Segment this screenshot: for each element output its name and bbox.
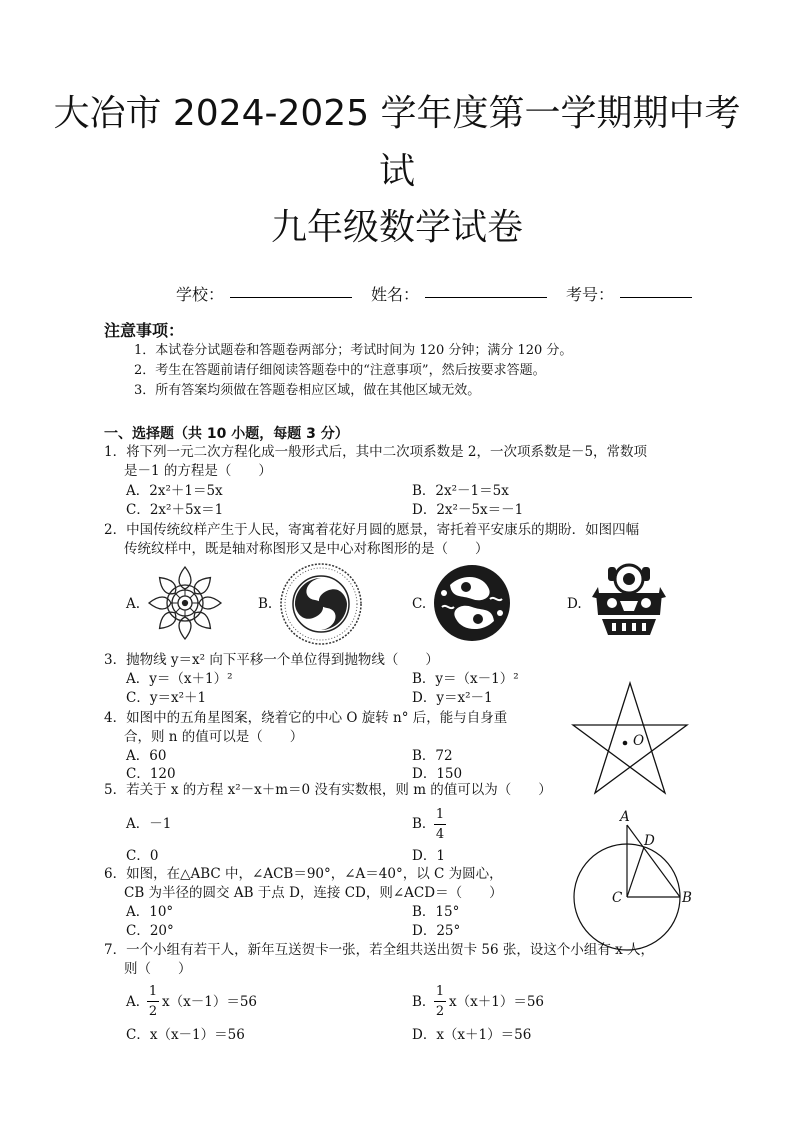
q7-option-a-prefix: A． [126,994,150,1010]
q7-option-b-expression: x（x＋1）＝56 [449,994,544,1010]
pattern-d-ornament-image [590,563,668,643]
question-2-stem: 2．中国传统纹样产生于人民，寄寓着花好月圆的愿景，寄托着平安康乐的期盼．如图四幅 [104,522,640,538]
section-heading: 一、选择题（共 10 小题，每题 3 分） [104,426,349,442]
q3-option-a: A．y＝（x＋1）² [126,671,233,687]
exam-title-line1: 大冶市 2024-2025 学年度第一学期期中考 [53,93,741,134]
fraction-numerator: 1 [435,984,445,999]
q4-option-a: A．60 [126,748,167,764]
fraction-numerator: 1 [435,807,445,822]
q7-option-d: D．x（x＋1）＝56 [412,1027,532,1043]
q6-option-c: C．20° [126,923,174,939]
circle-triangle-figure [570,815,690,945]
q6-option-d: D．25° [412,923,461,939]
point-d-label: D [644,833,655,849]
q7-option-c: C．x（x－1）＝56 [126,1027,245,1043]
q5-option-d: D．1 [412,848,445,864]
fraction-numerator: 1 [148,984,158,999]
center-c-label: C [612,890,623,906]
exam-subtitle: 九年级数学试卷 [270,207,523,248]
q7-option-b-fraction [434,985,446,1018]
q3-option-c: C．y＝x²＋1 [126,690,207,706]
notice-item: 1．本试卷分试题卷和答题卷两部分；考试时间为 120 分钟；满分 120 分。 [134,343,573,358]
q2-option-b: B. [258,596,273,612]
question-1-stem-cont: 是－1 的方程是（ ） [124,463,272,479]
name-field[interactable] [425,297,547,298]
q5-option-b-fraction [434,808,446,841]
q7-option-a-expression: x（x－1）＝56 [162,994,257,1010]
question-4-stem-cont: 合，则 n 的值可以是（ ） [124,729,304,745]
q4-option-d: D．150 [412,766,463,782]
question-7-stem-cont: 则（ ） [124,961,192,977]
q1-option-c: C．2x²＋5x＝1 [126,502,224,518]
notice-item: 3．所有答案均须做在答题卷相应区域，做在其他区域无效。 [134,383,481,398]
fraction-denominator: 2 [435,1004,445,1019]
id-field[interactable] [620,297,692,298]
q6-option-b: B．15° [412,904,460,920]
vertex-b-label: B [682,890,692,906]
fraction-denominator: 4 [435,827,445,842]
q2-option-c: C. [412,596,427,612]
q5-option-c: C．0 [126,848,159,864]
q3-option-d: D．y＝x²－1 [412,690,493,706]
q5-option-a: A．－1 [126,816,172,832]
q1-option-a: A．2x²＋1＝5x [126,483,223,499]
notice-heading: 注意事项： [104,321,185,340]
q1-option-d: D．2x²－5x＝－1 [412,502,524,518]
question-5-stem: 5．若关于 x 的方程 x²－x＋m＝0 没有实数根，则 m 的值可以为（ ） [104,782,552,798]
id-label: 考号： [566,285,615,304]
q1-option-b: B．2x²－1＝5x [412,483,509,499]
question-6-stem: 6．如图，在△ABC 中，∠ACB＝90°，∠A＝40°，以 C 为圆心， [104,866,503,882]
q7-option-a-fraction [147,985,159,1018]
question-2-stem-cont: 传统纹样中，既是轴对称图形又是中心对称图形的是（ ） [124,541,489,557]
pattern-b-swirl-image [278,563,364,645]
question-7-stem: 7．一个小组有若干人，新年互送贺卡一张，若全组共送出贺卡 56 张，设这个小组有 x 人， [104,942,655,958]
question-1-stem: 1．将下列一元二次方程化成一般形式后，其中二次项系数是 2，一次项系数是－5，常数项 [104,444,648,460]
name-label: 姓名： [371,285,420,304]
q4-option-c: C．120 [126,766,176,782]
fraction-denominator: 2 [148,1004,158,1019]
q7-option-b-prefix: B． [412,994,436,1010]
notice-item: 2．考生在答题前请仔细阅读答题卷中的“注意事项”，然后按要求答题。 [134,363,546,378]
star-figure [568,680,692,804]
question-3-stem: 3．抛物线 y＝x² 向下平移一个单位得到抛物线（ ） [104,652,439,668]
question-4-stem: 4．如图中的五角星图案，绕着它的中心 O 旋转 n° 后，能与自身重 [104,710,508,726]
q3-option-b: B．y＝（x－1）² [412,671,519,687]
question-6-stem-cont: CB 为半径的圆交 AB 于点 D，连接 CD，则∠ACD＝（ ） [124,885,503,901]
q2-option-d: D. [567,596,582,612]
vertex-a-label: A [620,809,630,825]
exam-title-line2: 试 [378,151,415,192]
q6-option-a: A．10° [126,904,174,920]
school-field[interactable] [230,297,352,298]
star-center-label: O [633,733,645,749]
q4-option-b: B．72 [412,748,453,764]
q2-option-a: A. [126,596,141,612]
pattern-a-flower-image [148,565,222,641]
pattern-c-beast-disc-image [432,563,512,643]
q5-option-b-prefix: B． [412,816,436,832]
school-label: 学校： [176,285,225,304]
